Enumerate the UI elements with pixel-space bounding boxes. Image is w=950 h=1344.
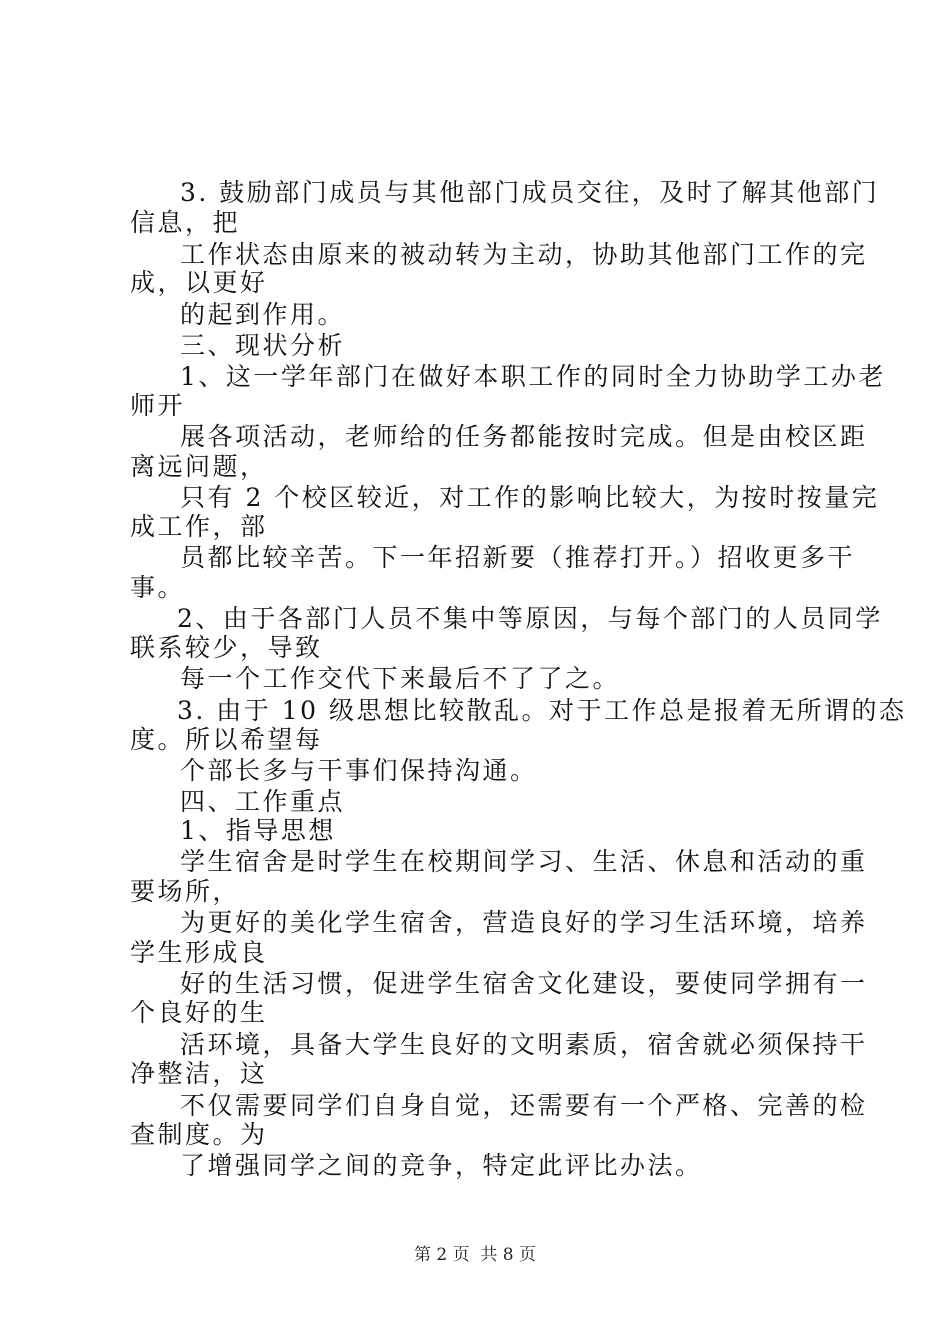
section-heading: 三、现状分析 [180,331,346,360]
text-line: 度。所以希望每 [130,725,323,754]
text-line: 展各项活动，老师给的任务都能按时完成。但是由校区距 [180,422,868,451]
page-total: 共 8 页 [480,1245,537,1265]
text-line: 每一个工作交代下来最后不了了之。 [180,664,621,693]
text-line: 3. 鼓励部门成员与其他部门成员交往，及时了解其他部门 [180,178,880,207]
text-line: 信息，把 [130,208,241,237]
section-heading: 四、工作重点 [180,787,346,816]
page-footer [0,1244,950,1266]
text-line: 活环境，具备大学生良好的文明素质，宿舍就必须保持干 [180,1030,868,1059]
text-line: 师开 [130,391,186,420]
text-line: 事。 [130,573,186,602]
text-line: 个部长多与干事们保持沟通。 [180,756,538,785]
text-line: 学生宿舍是时学生在校期间学习、生活、休息和活动的重 [180,847,868,876]
text-line: 2、由于各部门人员不集中等原因，与每个部门的人员同学 [177,604,883,633]
text-line: 个良好的生 [130,998,268,1027]
text-line: 的起到作用。 [180,300,346,329]
text-line: 学生形成良 [130,938,268,967]
subsection-heading: 1、指导思想 [180,816,336,845]
text-line: 查制度。为 [130,1120,268,1149]
page-number: 第 2 页 [413,1245,470,1265]
text-line: 离远问题， [130,452,268,481]
text-line: 3. 由于 10 级思想比较散乱。对于工作总是报着无所谓的态 [177,696,907,725]
text-line: 工作状态由原来的被动转为主动，协助其他部门工作的完 [180,240,868,269]
text-line: 要场所， [130,877,241,906]
text-line: 只有 2 个校区较近，对工作的影响比较大，为按时按量完 [180,483,880,512]
footer-spacer [470,1245,481,1265]
text-line: 好的生活习惯，促进学生宿舍文化建设，要使同学拥有一 [180,969,868,998]
text-line: 1、这一学年部门在做好本职工作的同时全力协助学工办老 [180,362,886,391]
text-line: 成工作，部 [130,512,268,541]
text-line: 不仅需要同学们自身自觉，还需要有一个严格、完善的检 [180,1091,868,1120]
text-line: 了增强同学之间的竞争，特定此评比办法。 [180,1151,703,1180]
text-line: 员都比较辛苦。下一年招新要（推荐打开。）招收更多干 [180,543,856,572]
text-line: 净整洁，这 [130,1059,268,1088]
text-line: 成，以更好 [130,268,268,297]
text-line: 联系较少，导致 [130,633,323,662]
text-line: 为更好的美化学生宿舍，营造良好的学习生活环境，培养 [180,908,868,937]
